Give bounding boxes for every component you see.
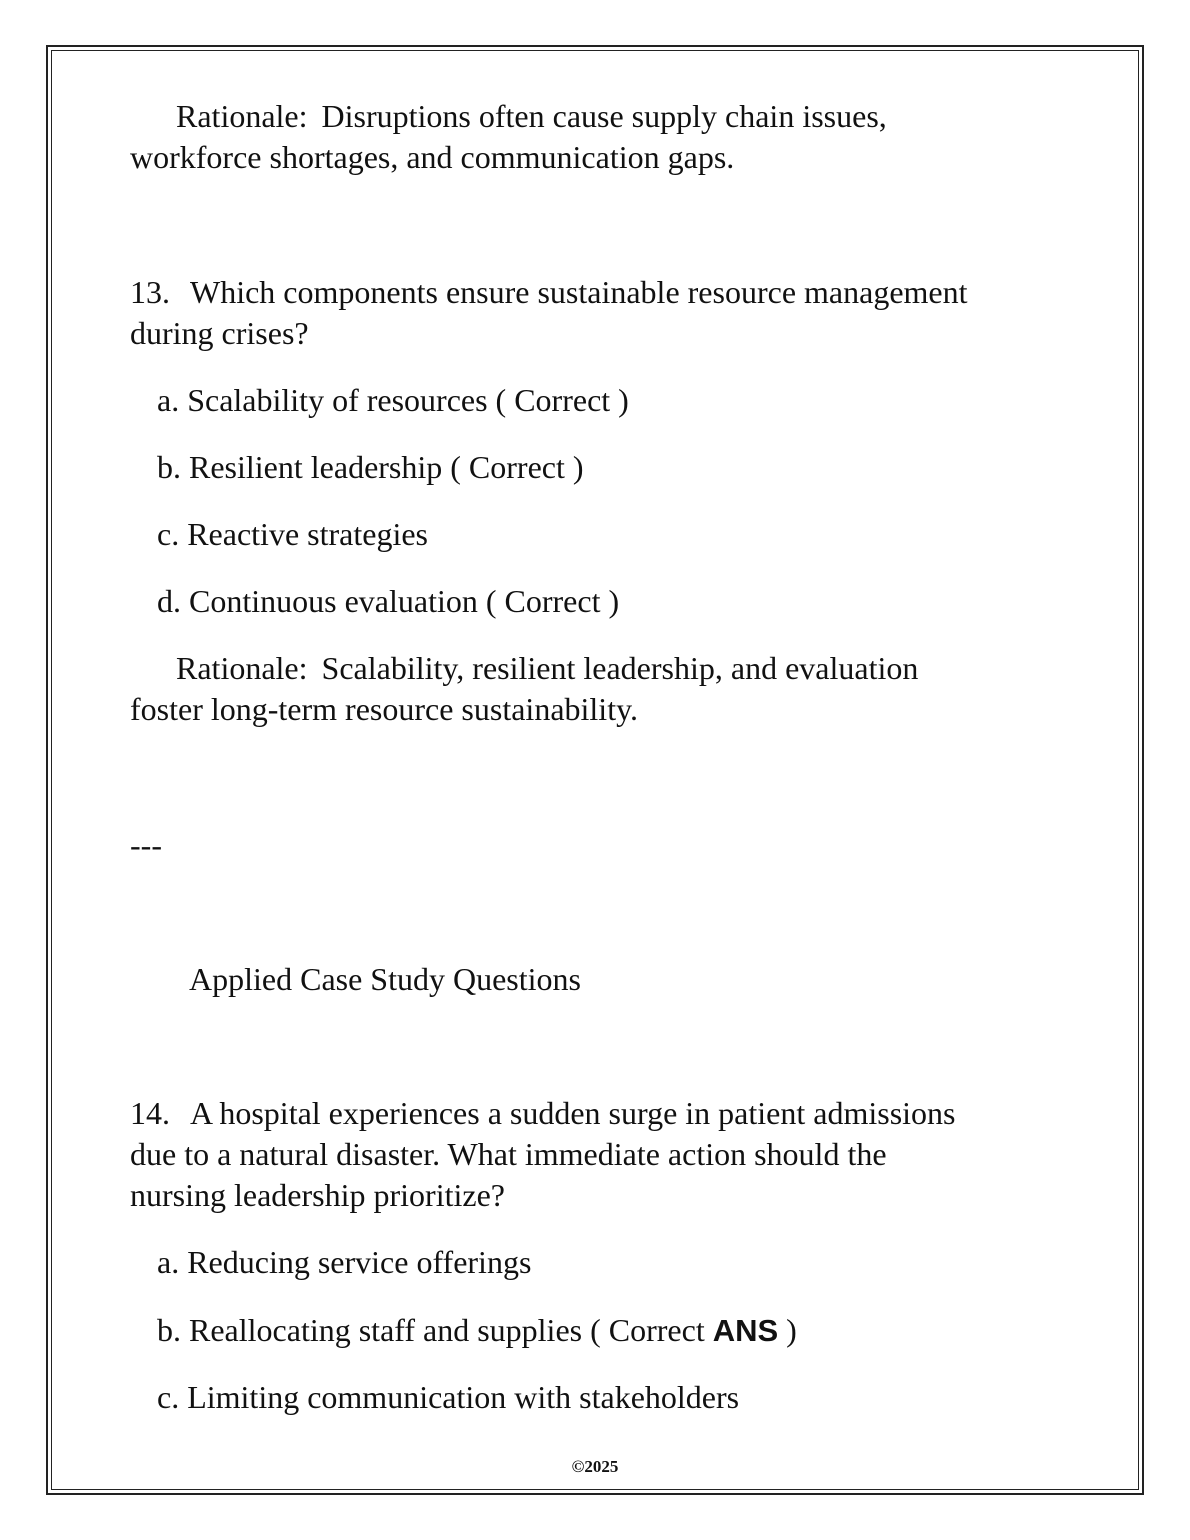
q13-question-line2: during crises? xyxy=(130,315,309,351)
q14-option-b-text: b. Reallocating staff and supplies ( Correct xyxy=(157,1312,705,1348)
q12-rationale-line2: workforce shortages, and communication gaps. xyxy=(130,139,735,175)
q14-question-line1 xyxy=(130,1093,955,1134)
q13-number: 13. xyxy=(130,274,170,310)
q14-option-a: a. Reducing service offerings xyxy=(157,1244,532,1280)
q14-number: 14. xyxy=(130,1095,170,1131)
q13-option-d: d. Continuous evaluation ( Correct ) xyxy=(157,583,620,619)
q13-option-a: a. Scalability of resources ( Correct ) xyxy=(157,382,629,418)
q13-rationale-line1 xyxy=(176,648,918,689)
q13-option-b: b. Resilient leadership ( Correct ) xyxy=(157,449,584,485)
q14-question-line2: due to a natural disaster. What immediate action should the xyxy=(130,1136,887,1172)
q13-rationale-line2: foster long-term resource sustainability. xyxy=(130,691,638,727)
q12-rationale-text1: Disruptions often cause supply chain issues, xyxy=(321,98,887,134)
q14-option-b-ans: ANS xyxy=(712,1313,779,1348)
q13-question-text1: Which components ensure sustainable resource management xyxy=(190,274,968,310)
section-heading: Applied Case Study Questions xyxy=(189,961,581,997)
q13-rationale-text1: Scalability, resilient leadership, and evaluation xyxy=(321,650,919,686)
q12-rationale-label: Rationale: xyxy=(176,98,308,134)
q14-option-b xyxy=(157,1310,797,1351)
q13-question-line1 xyxy=(130,272,968,313)
q14-option-b-close: ) xyxy=(786,1312,797,1348)
separator: --- xyxy=(130,827,162,863)
q14-question-text1: A hospital experiences a sudden surge in patient admissions xyxy=(190,1095,956,1131)
q14-question-line3: nursing leadership prioritize? xyxy=(130,1177,505,1213)
q12-rationale-line1 xyxy=(176,96,887,137)
footer-copyright: ©2025 xyxy=(571,1457,619,1476)
q14-option-c: c. Limiting communication with stakeholders xyxy=(157,1379,740,1415)
q13-rationale-label: Rationale: xyxy=(176,650,308,686)
q13-option-c: c. Reactive strategies xyxy=(157,516,428,552)
